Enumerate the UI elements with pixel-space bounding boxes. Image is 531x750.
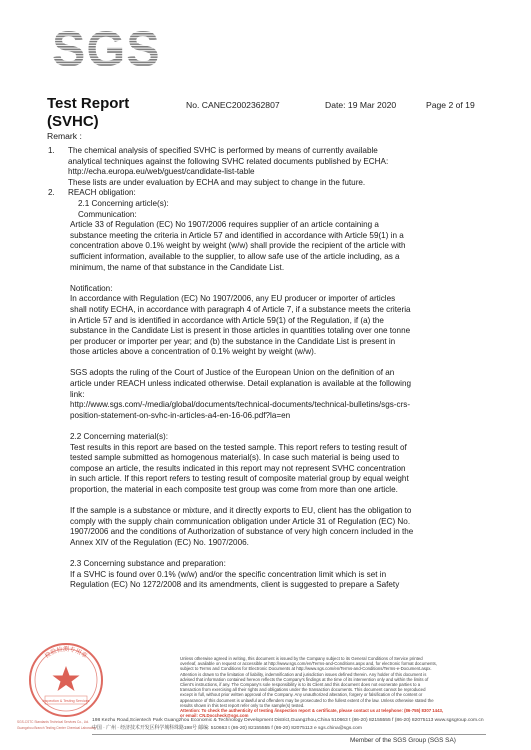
text-line: minimum, the name of that substance in the Candidate List. [70, 262, 285, 272]
authenticity-email[interactable]: or email: CN.Doccheck@sgs.com [180, 713, 249, 719]
authenticity-notice: Attention: To check the authenticity of testing /inspection report & certificate, please contact us at telephone: (86-755) 8307 1443, [180, 708, 444, 714]
text-line: Annex XIV of the Regulation (EC) No. 1907/2006. [70, 537, 249, 547]
member-of-sgs-group: Member of the SGS Group (SGS SA) [350, 737, 456, 744]
sgs-position-link[interactable]: http://www.sgs.com/-/media/global/documents/technical-documents/technical-bulletins/sgs-crs- [70, 400, 411, 410]
seal-caption: SGS-CSTC Standards Technical Services Co., Ltd. [17, 720, 90, 724]
text-line: Regulation (EC) No 1272/2008 and its amendments, client is suggested to prepare a Safety [70, 580, 400, 590]
fine-line: advised that information contained hereon reflects the Company's findings at the time of its intervention only and within the limits of [180, 676, 429, 682]
text-line: analytical techniques against the following SVHC related documents published by ECHA: [68, 156, 389, 166]
text-line: Test results in this report are based on the tested sample. This report refers to testing result of [70, 442, 407, 452]
remark-item-2 [48, 188, 474, 220]
text-line: substance in the Candidate List is present in those articles in quantities totaling over one tonne [70, 326, 411, 336]
report-subtitle: (SVHC) [47, 113, 99, 130]
address-chinese: 中国 · 广州 · 经济技术开发区科学城科珠路198号 邮编: 510663 t (86-20) 82155555 f (86-20) 82075113 e sgs.china@sgs.com [92, 726, 362, 731]
text-line: If the sample is a substance or mixture, and it directly exports to EU, client has the obligation to [70, 506, 412, 516]
seal-caption-2: Guangzhou Branch Testing Center Chemical Laboratory [17, 726, 97, 730]
text-line: SGS adopts the ruling of the Court of Justice of the European Union on the definition of an [70, 368, 395, 378]
fine-line: Client's instructions, if any. The Company's sole responsibility is to its Client and this document does not exonerate parties to a [180, 682, 421, 688]
section-heading: 2.2 Concerning material(s): [70, 432, 168, 442]
report-title: Test Report [47, 95, 130, 112]
item-number: 2. [48, 188, 55, 198]
page-number: Page 2 of 19 [426, 100, 475, 110]
text-line: Article 33 of Regulation (EC) No 1907/2006 requires supplier of an article containing a [70, 220, 379, 230]
fine-line: results shown in this test report refer only to the sample(s) tested. [180, 702, 305, 708]
footer-divider [92, 734, 486, 735]
text-line: per producer or importer per year; and (b) the substance in the Candidate List is present in [70, 336, 396, 346]
fine-line: subject to Terms and Conditions for Electronic Documents at http://www.sgs.com/en/Terms-and-Conditions/Terms-e-Document.aspx. [180, 666, 432, 672]
text-line: sufficient information, available to the supplier, to allow safe use of the article including, as a [70, 251, 400, 261]
text-line: These lists are under evaluation by ECHA and may subject to change in the future. [68, 177, 366, 187]
remark-item-1 [48, 146, 474, 188]
sgs-logo [50, 20, 178, 82]
text-line: those articles above a concentration of 0.1% weight by weight (w/w). [70, 347, 317, 357]
text-line: comply with the supply chain communication obligation under Article 31 of Regulation (EC) No. [70, 516, 411, 526]
subsection-label: Communication: [78, 209, 137, 219]
text-line: In accordance with Regulation (EC) No 1907/2006, any EU producer or importer of articles [70, 294, 396, 304]
text-line: concentration above 0.1% weight by weight (w/w) shall provide the recipient of the article with [70, 241, 406, 251]
fine-line: overleaf, available on request or accessible at http://www.sgs.com/en/Terms-and-Conditions.aspx and, for electronic format documents, [180, 661, 437, 667]
report-number: No. CANEC2002362807 [186, 100, 280, 110]
sgs-position-link[interactable]: position-statement-on-svhc-in-articles-a4-en-16-06.pdf?la=en [70, 410, 291, 420]
report-date: Date: 19 Mar 2020 [325, 100, 397, 110]
text-line: The chemical analysis of specified SVHC is performed by means of currently available [68, 146, 378, 155]
seal-text-top: 检验检测专用章 [43, 646, 89, 660]
text-line: article under REACH unless indicated otherwise. Detail explanation is available at the following [70, 379, 411, 389]
item-number: 1. [48, 146, 55, 155]
text-line: tested sample submitted as homogenous material(s). In case such material is being used to [70, 453, 400, 463]
echa-link[interactable]: http://echa.europa.eu/web/guest/candidate-list-table [68, 167, 255, 177]
text-line: proportion, the material in each composite test group was come from more than one article. [70, 485, 398, 494]
remark-body [48, 146, 474, 591]
terms-fine-print [180, 656, 470, 718]
svg-text:SGS: SGS [52, 21, 161, 77]
section-heading: 2.3 Concerning substance and preparation: [70, 559, 226, 569]
fine-line: Unless otherwise agreed in writing, this document is issued by the Company subject to its General Conditions of Service printed [180, 656, 423, 661]
section-heading: REACH obligation: [68, 188, 136, 198]
remark-label: Remark : [47, 131, 82, 141]
text-line: substance meeting the criteria in Article 57 and identified in accordance with Article 59(1) in a [70, 230, 404, 240]
text-line: compose an article, the results indicated in this report may not represent SVHC concentration [70, 463, 406, 473]
text-line: in Article 57 and is identified in accordance with Article 59(1) of the Regulation, if (a) the [70, 315, 384, 325]
fine-line: transaction from exercising all their rights and obligations under the transaction documents. This document cannot be reproduced [180, 687, 426, 693]
fine-line: appearance of this document is unlawful and offenders may be prosecuted to the fullest extent of the law. Unless otherwise stated the [180, 697, 434, 703]
subsection-label: Notification: [70, 283, 113, 293]
fine-line: Attention is drawn to the limitation of liability, indemnification and jurisdiction issues defined therein. Any holder of this document is [180, 671, 427, 677]
seal-text-bottom: Inspection & Testing Services [42, 699, 90, 703]
text-line: shall notify ECHA, in accordance with paragraph 4 of Article 7, if a substance meets the criteria [70, 304, 411, 314]
communication-paragraph [58, 220, 474, 591]
fine-line: except in full, without prior written approval of the Company. Any unauthorized alteration, forgery or falsification of the content or [180, 692, 423, 698]
section-heading: 2.1 Concerning article(s): [78, 198, 169, 208]
text-line: 1907/2006 and the conditions of Authorization of substance of very high concern included in the [70, 527, 414, 537]
address-english: 198 Kezhu Road,Scientech Park Guangzhou Economic & Technology Development District,Guangzhou,China 510663 t (86-20) 82155555 f (86-20) 82075113 www.sgsgroup.com.cn [92, 718, 484, 723]
text-line: in such article. If this report refers to testing result of composite material group by equal weight [70, 474, 409, 484]
text-line: link: [70, 389, 85, 399]
text-line: If a SVHC is found over 0.1% (w/w) and/or the specific concentration limit which is set in [70, 569, 387, 579]
